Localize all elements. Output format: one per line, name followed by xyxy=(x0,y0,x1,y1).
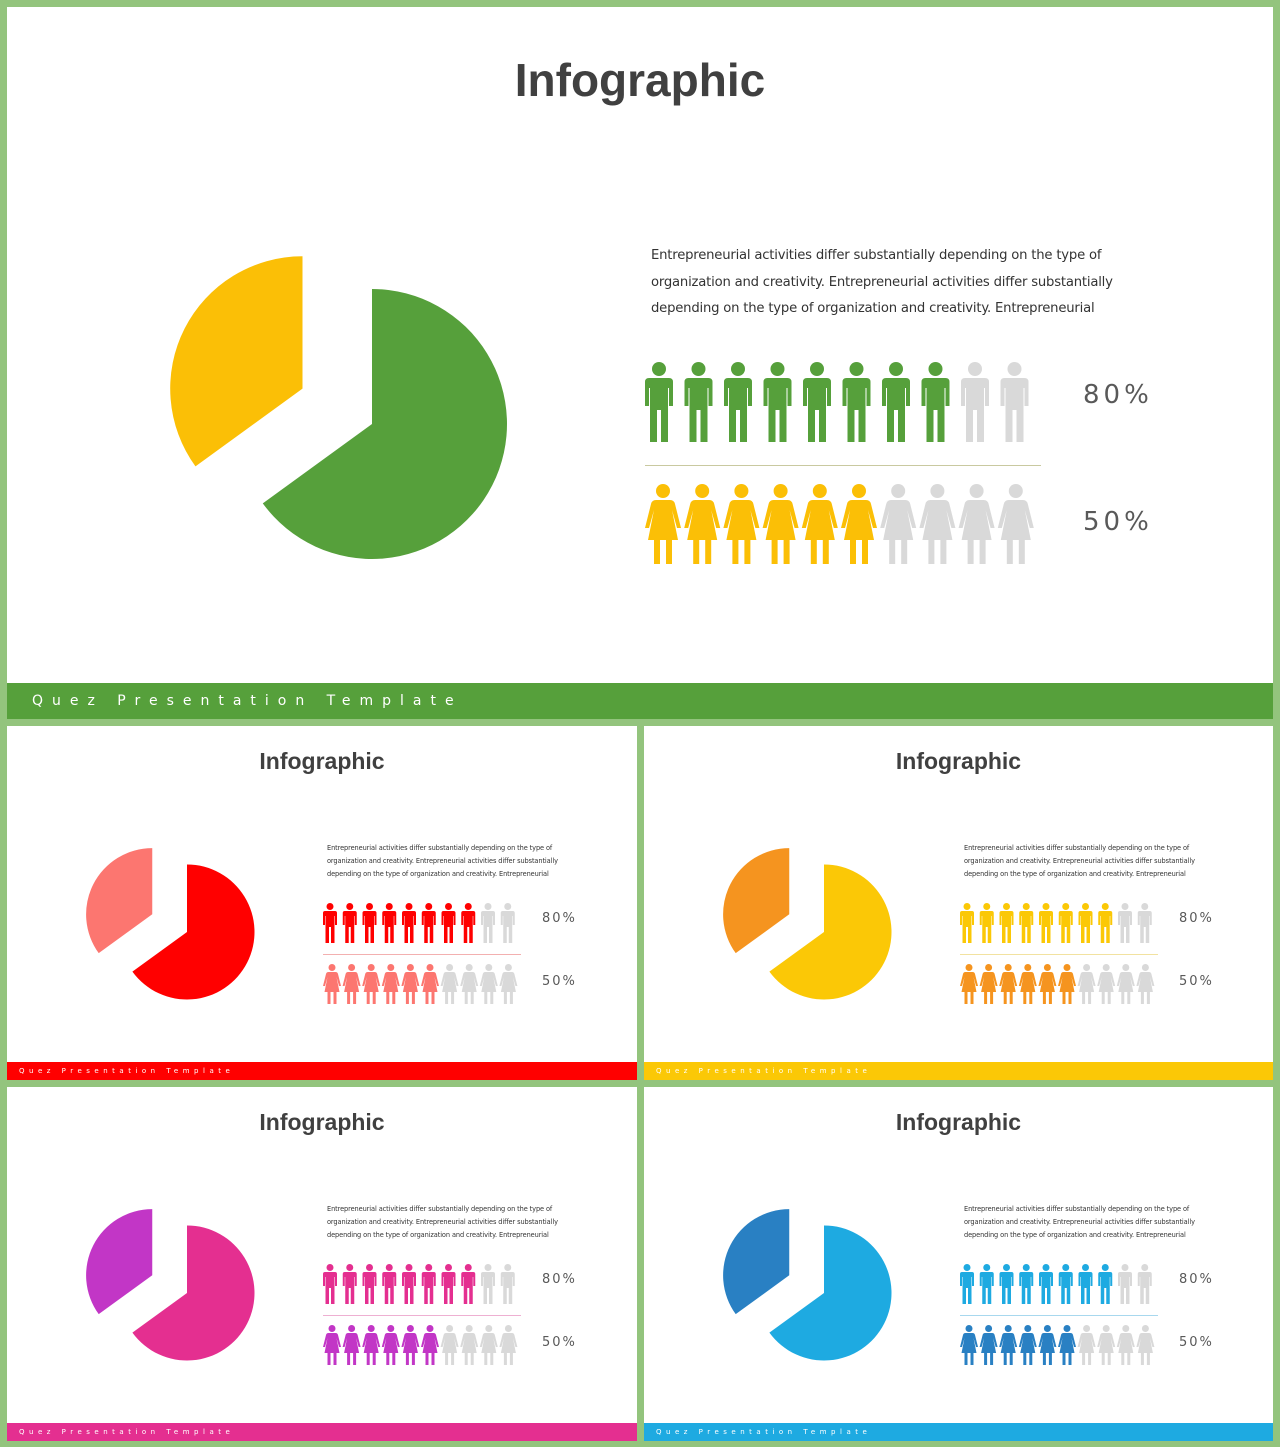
female-figure-icon xyxy=(880,484,916,564)
female-figure-icon xyxy=(919,484,955,564)
description-text: Entrepreneurial activities differ substantially depending on the type of organization and creativity. Entrepreneurial activities differ substantially depending on the type of organization and creativity. Entrepreneurial xyxy=(964,1205,1195,1240)
male-percent-label: 80% xyxy=(542,1272,577,1287)
male-figure-icon xyxy=(1001,362,1029,442)
slide-title: Infographic xyxy=(259,1109,385,1135)
male-figure-icon xyxy=(960,1264,974,1304)
female-figure-icon xyxy=(802,484,838,564)
female-figure-icon xyxy=(1136,964,1154,1004)
description-text: Entrepreneurial activities differ substantially depending on the type of organization and creativity. Entrepreneurial activities differ substantially depending on the type of organization and creativity. Entrepreneurial xyxy=(964,844,1195,879)
male-figure-icon xyxy=(1039,903,1053,943)
description-text: Entrepreneurial activities differ substantially depending on the type of organization and creativity. Entrepreneurial activities differ substantially depending on the type of organization and creativity. Entrepreneurial xyxy=(327,844,558,879)
male-figure-icon xyxy=(764,362,792,442)
male-figure-icon xyxy=(442,903,456,943)
female-figure-icon xyxy=(998,484,1034,564)
slide-title: Infographic xyxy=(895,1109,1022,1135)
female-figure-icon xyxy=(441,964,459,1004)
male-figure-icon xyxy=(1039,1264,1053,1304)
pie-slice-secondary xyxy=(170,256,302,466)
female-figure-icon xyxy=(645,484,681,564)
male-figure-icon xyxy=(501,1264,515,1304)
female-percent-label: 50% xyxy=(1179,1335,1214,1350)
male-figure-icon xyxy=(980,903,994,943)
female-figure-icon xyxy=(480,1325,498,1365)
male-figure-icon xyxy=(343,1264,357,1304)
female-figure-icon xyxy=(401,1325,419,1365)
male-figure-icon xyxy=(501,903,515,943)
female-figure-icon xyxy=(1038,964,1056,1004)
female-percent-label: 50% xyxy=(542,974,577,989)
male-figure-icon xyxy=(803,362,831,442)
male-figure-icon xyxy=(922,362,950,442)
pie-chart xyxy=(714,1202,894,1367)
slide-title: Infographic xyxy=(514,54,766,106)
female-percent-label: 50% xyxy=(1179,974,1214,989)
female-figure-icon xyxy=(1058,1325,1076,1365)
female-figure-icon xyxy=(1078,1325,1096,1365)
female-figure-icon xyxy=(1097,1325,1115,1365)
female-figure-icon xyxy=(323,964,341,1004)
male-figure-icon xyxy=(1000,903,1014,943)
female-percent-label: 50% xyxy=(542,1335,577,1350)
female-figure-icon xyxy=(401,964,419,1004)
pie-chart xyxy=(714,841,894,1006)
female-figure-icon xyxy=(362,1325,380,1365)
slide-yellow xyxy=(644,726,1273,1080)
male-figure-icon xyxy=(645,362,673,442)
pie-slice-secondary xyxy=(723,848,789,953)
male-figure-icon xyxy=(422,1264,436,1304)
slide-red xyxy=(7,726,637,1080)
female-pictogram-row xyxy=(323,1325,521,1365)
female-figure-icon xyxy=(1117,964,1135,1004)
female-figure-icon xyxy=(1019,964,1037,1004)
footer-bar xyxy=(7,1062,637,1080)
female-figure-icon xyxy=(343,964,361,1004)
male-figure-icon xyxy=(1059,1264,1073,1304)
male-percent-label: 80% xyxy=(1179,911,1214,926)
male-figure-icon xyxy=(323,1264,337,1304)
male-percent-label: 80% xyxy=(542,911,577,926)
pie-slice-secondary xyxy=(86,1209,152,1314)
male-figure-icon xyxy=(1118,1264,1132,1304)
male-figure-icon xyxy=(1079,1264,1093,1304)
male-figure-icon xyxy=(363,903,377,943)
footer-text: Quez Presentation Template xyxy=(19,1428,235,1436)
pie-chart xyxy=(77,1202,257,1367)
footer-text: Quez Presentation Template xyxy=(656,1067,872,1075)
female-figure-icon xyxy=(1097,964,1115,1004)
female-figure-icon xyxy=(841,484,877,564)
footer-bar xyxy=(7,683,1273,719)
female-figure-icon xyxy=(980,1325,998,1365)
footer-text: Quez Presentation Template xyxy=(32,693,463,709)
female-figure-icon xyxy=(382,964,400,1004)
female-figure-icon xyxy=(382,1325,400,1365)
female-figure-icon xyxy=(460,1325,478,1365)
female-figure-icon xyxy=(1019,1325,1037,1365)
female-pictogram-row xyxy=(960,964,1158,1004)
female-pictogram-row xyxy=(645,484,1041,564)
male-figure-icon xyxy=(382,1264,396,1304)
male-figure-icon xyxy=(724,362,752,442)
male-figure-icon xyxy=(481,1264,495,1304)
footer-bar xyxy=(644,1062,1273,1080)
female-figure-icon xyxy=(763,484,799,564)
male-pictogram-row xyxy=(645,362,1041,442)
male-percent-label: 80% xyxy=(1179,1272,1214,1287)
female-figure-icon xyxy=(959,484,995,564)
male-figure-icon xyxy=(685,362,713,442)
female-figure-icon xyxy=(1136,1325,1154,1365)
male-figure-icon xyxy=(422,903,436,943)
male-figure-icon xyxy=(1000,1264,1014,1304)
male-figure-icon xyxy=(980,1264,994,1304)
female-figure-icon xyxy=(723,484,759,564)
female-figure-icon xyxy=(684,484,720,564)
pie-slice-secondary xyxy=(723,1209,789,1314)
male-figure-icon xyxy=(1079,903,1093,943)
female-pictogram-row xyxy=(960,1325,1158,1365)
female-figure-icon xyxy=(1058,964,1076,1004)
male-figure-icon xyxy=(461,903,475,943)
male-percent-label: 80% xyxy=(1083,380,1153,410)
slide-title: Infographic xyxy=(259,748,385,774)
male-pictogram-row xyxy=(960,903,1158,943)
female-figure-icon xyxy=(1117,1325,1135,1365)
female-figure-icon xyxy=(1038,1325,1056,1365)
female-figure-icon xyxy=(999,1325,1017,1365)
male-figure-icon xyxy=(442,1264,456,1304)
footer-text: Quez Presentation Template xyxy=(656,1428,872,1436)
male-figure-icon xyxy=(960,903,974,943)
slide-title: Infographic xyxy=(895,748,1022,774)
slide-main xyxy=(7,7,1273,719)
female-figure-icon xyxy=(999,964,1017,1004)
pie-chart xyxy=(77,841,257,1006)
footer-bar xyxy=(644,1423,1273,1441)
male-pictogram-row xyxy=(323,903,521,943)
female-figure-icon xyxy=(343,1325,361,1365)
male-figure-icon xyxy=(1138,903,1152,943)
male-figure-icon xyxy=(402,1264,416,1304)
male-figure-icon xyxy=(323,903,337,943)
row-divider xyxy=(645,465,1041,466)
female-figure-icon xyxy=(980,964,998,1004)
row-divider xyxy=(323,954,521,955)
female-figure-icon xyxy=(499,964,517,1004)
slide-magenta xyxy=(7,1087,637,1441)
pie-chart xyxy=(152,242,512,572)
description-text: Entrepreneurial activities differ substantially depending on the type of organization and creativity. Entrepreneurial activities differ substantially depending on the type of organization and creativity. Entrepreneurial xyxy=(651,248,1113,316)
description-text: Entrepreneurial activities differ substantially depending on the type of organization and creativity. Entrepreneurial activities differ substantially depending on the type of organization and creativity. Entrepreneurial xyxy=(327,1205,558,1240)
female-figure-icon xyxy=(460,964,478,1004)
male-figure-icon xyxy=(1118,903,1132,943)
male-pictogram-row xyxy=(323,1264,521,1304)
male-figure-icon xyxy=(1098,903,1112,943)
male-figure-icon xyxy=(382,903,396,943)
male-figure-icon xyxy=(1019,903,1033,943)
female-figure-icon xyxy=(1078,964,1096,1004)
male-figure-icon xyxy=(882,362,910,442)
male-figure-icon xyxy=(843,362,871,442)
pie-slice-secondary xyxy=(86,848,152,953)
male-figure-icon xyxy=(481,903,495,943)
female-figure-icon xyxy=(421,1325,439,1365)
row-divider xyxy=(960,1315,1158,1316)
male-figure-icon xyxy=(461,1264,475,1304)
row-divider xyxy=(960,954,1158,955)
female-figure-icon xyxy=(441,1325,459,1365)
female-percent-label: 50% xyxy=(1083,507,1153,537)
male-figure-icon xyxy=(363,1264,377,1304)
row-divider xyxy=(323,1315,521,1316)
slide-blue xyxy=(644,1087,1273,1441)
male-figure-icon xyxy=(1059,903,1073,943)
male-figure-icon xyxy=(961,362,989,442)
female-figure-icon xyxy=(323,1325,341,1365)
male-pictogram-row xyxy=(960,1264,1158,1304)
female-figure-icon xyxy=(480,964,498,1004)
female-figure-icon xyxy=(960,964,978,1004)
female-figure-icon xyxy=(960,1325,978,1365)
male-figure-icon xyxy=(343,903,357,943)
footer-bar xyxy=(7,1423,637,1441)
female-figure-icon xyxy=(499,1325,517,1365)
male-figure-icon xyxy=(1019,1264,1033,1304)
female-figure-icon xyxy=(421,964,439,1004)
male-figure-icon xyxy=(1098,1264,1112,1304)
female-pictogram-row xyxy=(323,964,521,1004)
male-figure-icon xyxy=(402,903,416,943)
female-figure-icon xyxy=(362,964,380,1004)
male-figure-icon xyxy=(1138,1264,1152,1304)
footer-text: Quez Presentation Template xyxy=(19,1067,235,1075)
